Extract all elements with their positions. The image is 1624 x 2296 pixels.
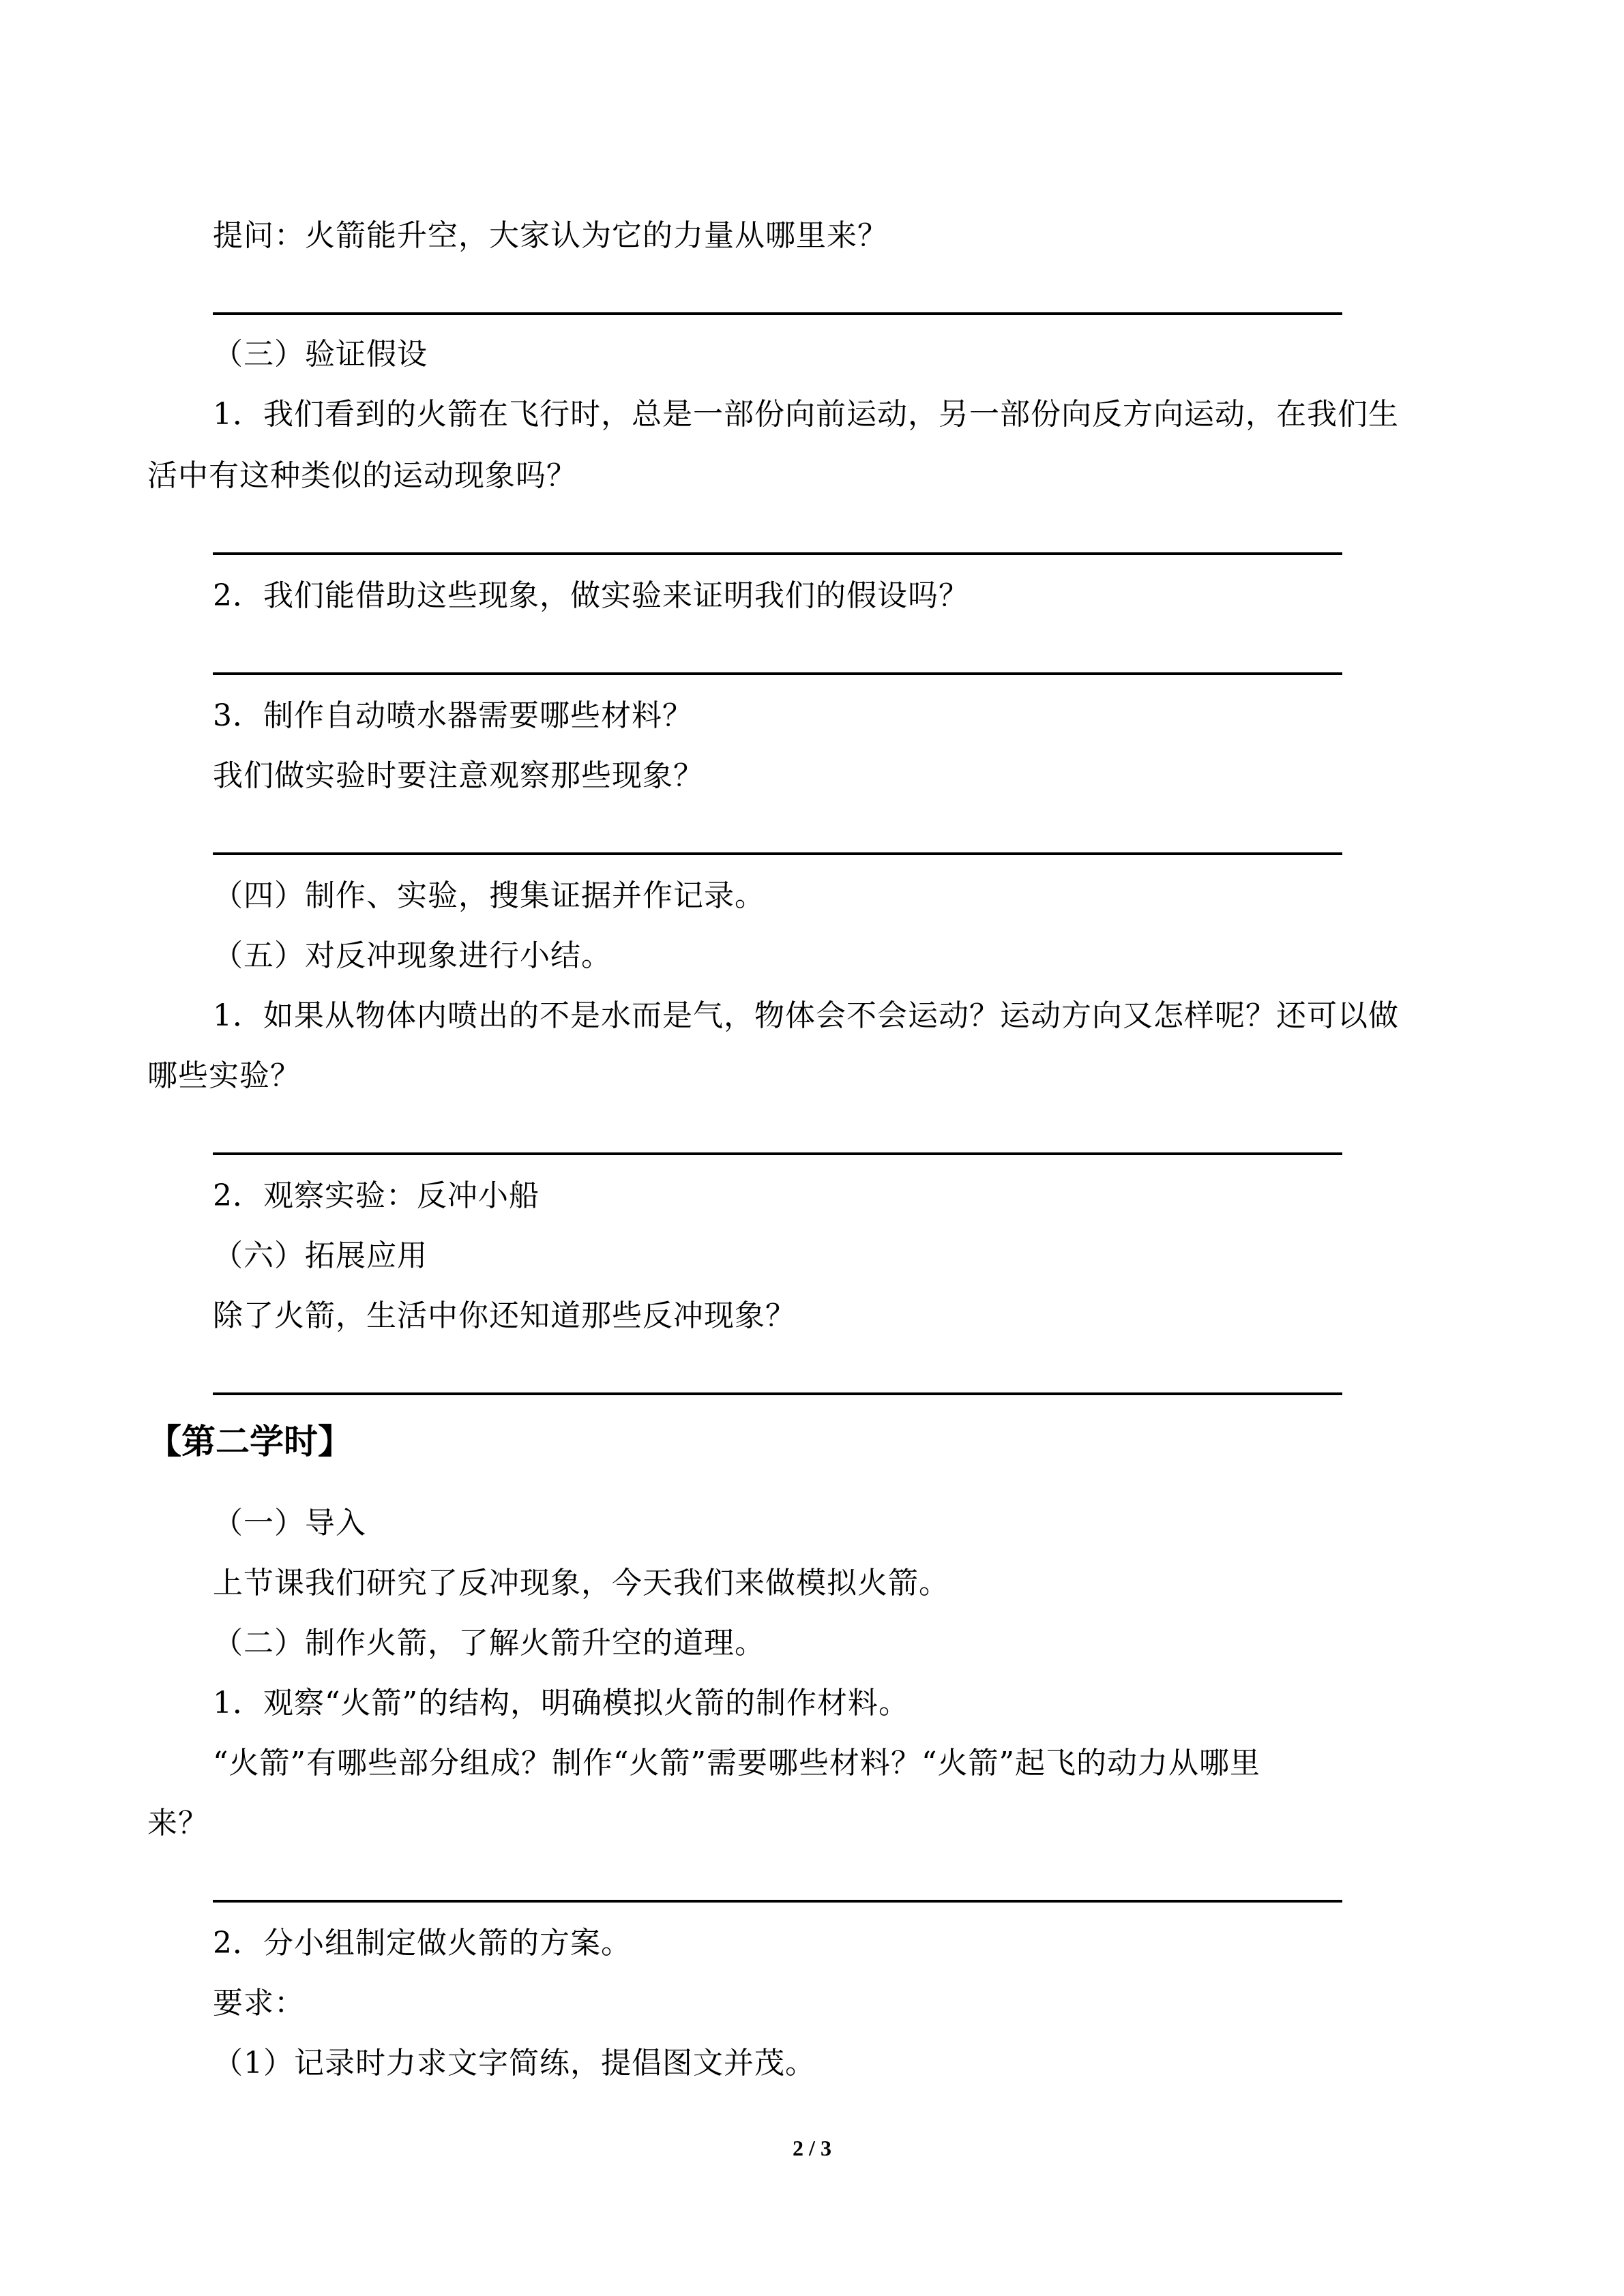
answer-line xyxy=(213,1392,1342,1395)
section-five-item-1-continued: 哪些实验？ xyxy=(147,1058,301,1093)
answer-line xyxy=(213,672,1342,675)
lesson-two-item-2: 2．分小组制定做火箭的方案。 xyxy=(213,1926,632,1960)
requirements-label: 要求： xyxy=(213,1986,305,2021)
section-five-item-2: 2．观察实验：反冲小船 xyxy=(213,1178,540,1213)
lesson-two-section-two-title: （二）制作火箭，了解火箭升空的道理。 xyxy=(213,1626,765,1660)
section-six-title: （六）拓展应用 xyxy=(213,1238,428,1273)
section-three-item-2: 2．我们能借助这些现象，做实验来证明我们的假设吗？ xyxy=(213,578,969,613)
lesson-two-item-1-question-continued: 来？ xyxy=(147,1806,209,1840)
section-six-question: 除了火箭，生活中你还知道那些反冲现象？ xyxy=(213,1298,796,1333)
section-three-item-3-question: 我们做实验时要注意观察那些现象？ xyxy=(213,758,704,793)
answer-line xyxy=(213,312,1342,315)
lesson-two-intro-text: 上节课我们研究了反冲现象，今天我们来做模拟火箭。 xyxy=(213,1566,949,1600)
section-five-title: （五）对反冲现象进行小结。 xyxy=(213,938,612,973)
section-three-title: （三）验证假设 xyxy=(213,337,428,372)
section-three-item-1: 1．我们看到的火箭在飞行时，总是一部份向前运动，另一部份向反方向运动，在我们生 xyxy=(213,397,1399,432)
requirement-1: （1）记录时力求文字简练，提倡图文并茂。 xyxy=(213,2046,816,2081)
question-rocket-force: 提问：火箭能升空，大家认为它的力量从哪里来？ xyxy=(213,218,888,253)
lesson-two-item-1: 1．观察“火箭”的结构，明确模拟火箭的制作材料。 xyxy=(213,1686,909,1720)
answer-line xyxy=(213,1152,1342,1155)
lesson-two-item-1-question: “火箭”有哪些部分组成？制作“火箭”需要哪些材料？“火箭”起飞的动力从哪里 xyxy=(213,1746,1260,1780)
page-number: 2 / 3 xyxy=(793,2136,831,2160)
section-five-item-1: 1．如果从物体内喷出的不是水而是气，物体会不会运动？运动方向又怎样呢？还可以做 xyxy=(213,998,1399,1033)
lesson-two-heading: 【第二学时】 xyxy=(147,1422,352,1461)
answer-line xyxy=(213,1900,1342,1903)
section-three-item-1-continued: 活中有这种类似的运动现象吗？ xyxy=(147,458,577,493)
lesson-two-section-one-title: （一）导入 xyxy=(213,1506,366,1540)
answer-line xyxy=(213,852,1342,855)
section-four-title: （四）制作、实验，搜集证据并作记录。 xyxy=(213,878,765,913)
section-three-item-3: 3．制作自动喷水器需要哪些材料？ xyxy=(213,698,693,733)
answer-line xyxy=(213,552,1342,555)
